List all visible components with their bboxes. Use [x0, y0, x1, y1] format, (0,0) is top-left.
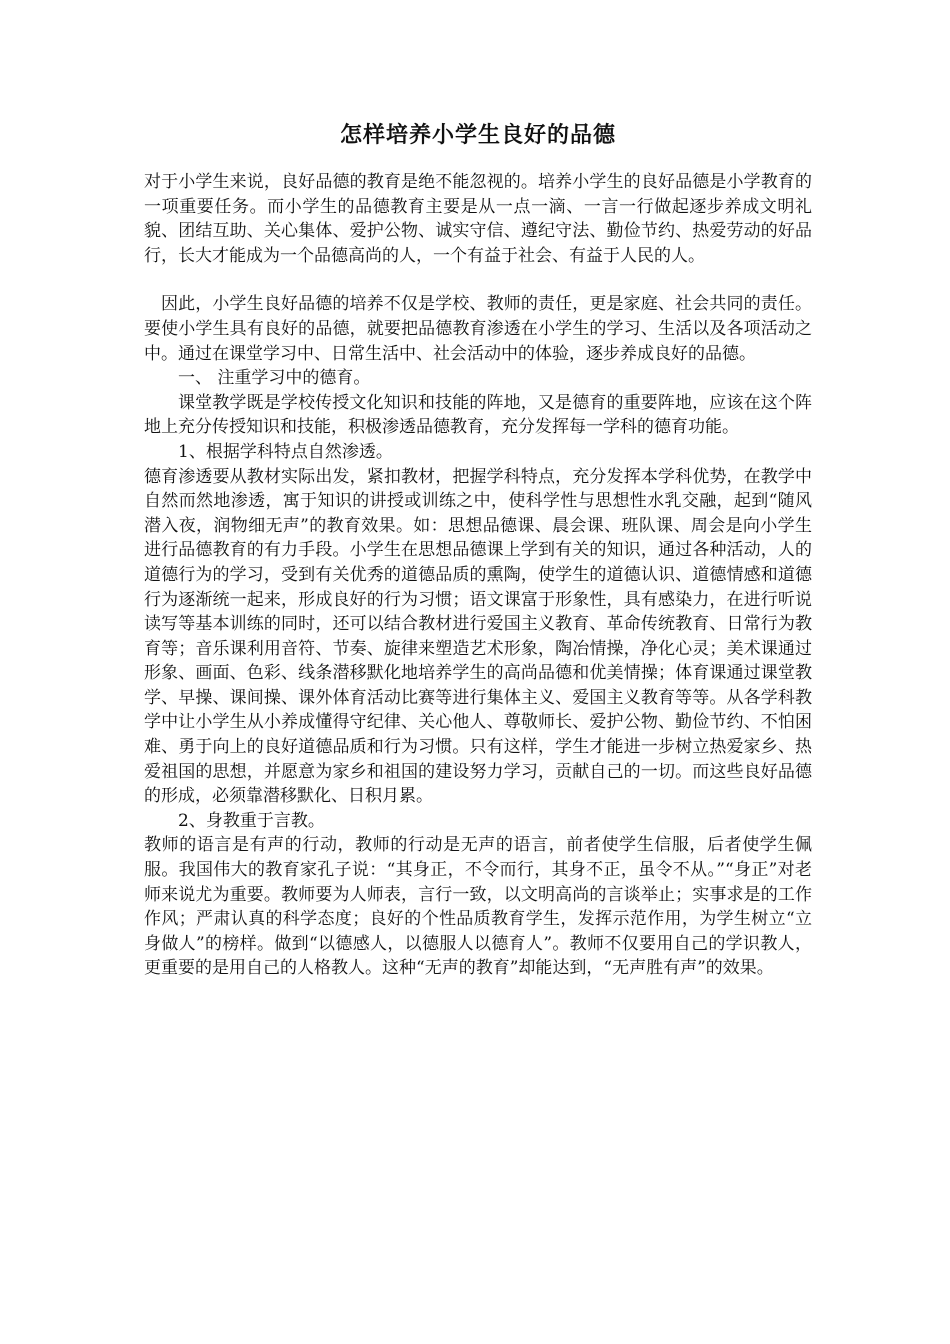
paragraph-responsibility: 因此，小学生良好品德的培养不仅是学校、教师的责任，更是家庭、社会共同的责任。要使小学生具有良好的品德，就要把品德教育渗透在小学生的学习、生活以及各项活动之中。通过在课堂学习中、日常生活中、社会活动中的体验，逐步养成良好的品德。	[144, 294, 812, 364]
subheading-1: 1、根据学科特点自然渗透。	[178, 441, 393, 462]
subheading-2: 2、身教重于言教。	[178, 810, 325, 831]
section-heading-1: 一、 注重学习中的德育。	[178, 368, 371, 389]
paragraph-intro: 对于小学生来说，良好品德的教育是绝不能忽视的。培养小学生的良好品德是小学教育的一项重要任务。而小学生的品德教育主要是从一点一滴、一言一行做起逐步养成文明礼貌、团结互助、关心集体、爱护公物、诚实守信、遵纪守法、勤俭节约、热爱劳动的好品行，长大才能成为一个品德高尚的人，一个有益于社会、有益于人民的人。	[144, 172, 812, 266]
paragraph-classroom: 课堂教学既是学校传授文化知识和技能的阵地，又是德育的重要阵地，应该在这个阵地上充分传授知识和技能，积极渗透品德教育，充分发挥每一学科的德育功能。	[144, 392, 812, 438]
paragraph-teacher-example: 教师的语言是有声的行动，教师的行动是无声的语言，前者使学生信服，后者使学生佩服。我国伟大的教育家孔子说：“其身正，不令而行，其身不正，虽令不从。”“身正”对老师来说尤为重要。教师要为人师表，言行一致，以文明高尚的言谈举止；实事求是的工作作风；严肃认真的科学态度；良好的个性品质教育学生，发挥示范作用，为学生树立“立身做人”的榜样。做到“以德感人，以德服人以德育人”。教师不仅要用自己的学识教人，更重要的是用自己的人格教人。这种“无声的教育”却能达到，“无声胜有声”的效果。	[144, 835, 812, 979]
paragraph-gap	[144, 268, 812, 292]
document-title: 怎样培养小学生良好的品德	[339, 122, 616, 148]
document-page	[144, 120, 812, 981]
paragraph-subject-infiltration: 德育渗透要从教材实际出发，紧扣教材，把握学科特点，充分发挥本学科优势，在教学中自然而然地渗透，寓于知识的讲授或训练之中，使科学性与思想性水乳交融，起到“随风潜入夜，润物细无声”的教育效果。如：思想品德课、晨会课、班队课、周会是向小学生进行品德教育的有力手段。小学生在思想品德课上学到有关的知识，通过各种活动，人的道德行为的学习，受到有关优秀的道德品质的熏陶，使学生的道德认识、道德情感和道德行为逐渐统一起来，形成良好的行为习惯；语文课富于形象性，具有感染力，在进行听说读写等基本训练的同时，还可以结合教材进行爱国主义教育、革命传统教育、日常行为教育等；音乐课利用音符、节奏、旋律来塑造艺术形象，陶冶情操，净化心灵；美术课通过形象、画面、色彩、线条潜移默化地培养学生的高尚品德和优美情操；体育课通过课堂教学、早操、课间操、课外体育活动比赛等进行集体主义、爱国主义教育等等。从各学科教学中让小学生从小养成懂得守纪律、关心他人、尊敬师长、爱护公物、勤俭节约、不怕困难、勇于向上的良好道德品质和行为习惯。只有这样，学生才能进一步树立热爱家乡、热爱祖国的思想，并愿意为家乡和祖国的建设努力学习，贡献自己的一切。而这些良好品德的形成，必须靠潜移默化、日积月累。	[144, 466, 812, 807]
